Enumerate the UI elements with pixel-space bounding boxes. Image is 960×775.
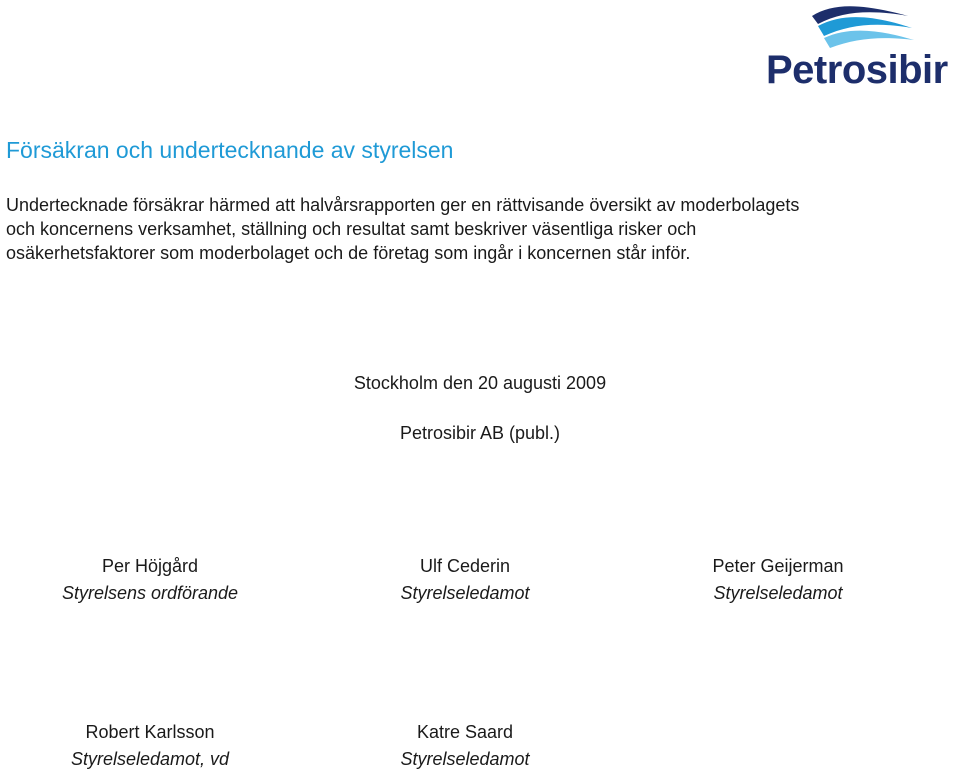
signature-block	[315, 553, 615, 607]
signatory-name: Ulf Cederin	[419, 556, 511, 576]
company-logo	[762, 0, 958, 92]
signatory-role: Styrelsens ordförande	[61, 583, 239, 603]
signatory-role: Styrelseledamot	[400, 583, 530, 603]
signature-block	[315, 719, 615, 773]
logo-wordmark: Petrosibir	[766, 48, 948, 92]
paragraph-line: Undertecknade försäkrar härmed att halvårsrapporten ger en rättvisande översikt av moderbolagets	[6, 195, 800, 215]
page-title: Försäkran och undertecknande av styrelsen	[6, 137, 454, 163]
signatory-role: Styrelseledamot, vd	[70, 749, 230, 769]
company-name: Petrosibir AB (publ.)	[399, 423, 561, 443]
place-date: Stockholm den 20 augusti 2009	[353, 373, 607, 393]
signature-block	[0, 719, 300, 773]
declaration-paragraph	[6, 193, 946, 265]
signature-block	[0, 553, 300, 607]
signatory-name: Robert Karlsson	[85, 722, 215, 742]
paragraph-line: osäkerhetsfaktorer som moderbolaget och de företag som ingår i koncernen står inför.	[6, 243, 691, 263]
signatory-name: Peter Geijerman	[712, 556, 844, 576]
signatory-name: Per Höjgård	[101, 556, 199, 576]
signatory-role: Styrelseledamot	[400, 749, 530, 769]
signatory-role: Styrelseledamot	[713, 583, 843, 603]
signature-block	[628, 553, 928, 607]
wave-logo-icon	[804, 2, 916, 52]
signatory-name: Katre Saard	[416, 722, 514, 742]
paragraph-line: och koncernens verksamhet, ställning och resultat samt beskriver väsentliga risker och	[6, 219, 697, 239]
